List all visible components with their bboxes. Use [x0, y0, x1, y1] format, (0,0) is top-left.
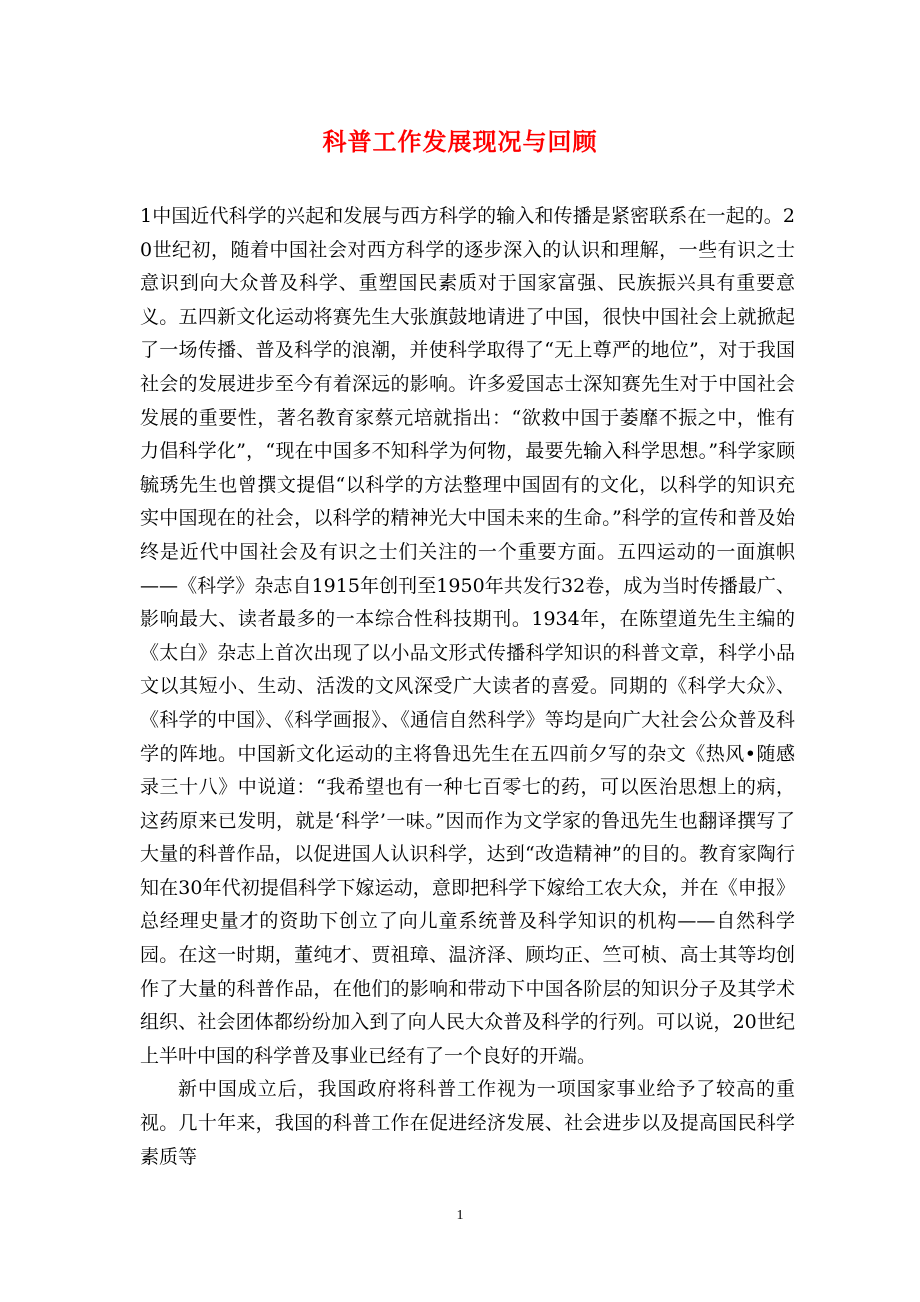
paragraph-1: 1中国近代科学的兴起和发展与西方科学的输入和传播是紧密联系在一起的。20世纪初，随着中国社会对西方科学的逐步深入的认识和理解，一些有识之士意识到向大众普及科学、重塑国民素质对于国家富强、民族振兴具有重要意义。五四新文化运动将赛先生大张旗鼓地请进了中国，很快中国社会上就掀起了一场传播、普及科学的浪潮，并使科学取得了“无上尊严的地位”，对于我国社会的发展进步至今有着深远的影响。许多爱国志士深知赛先生对于中国社会发展的重要性，著名教育家蔡元培就指出：“欲救中国于萎靡不振之中，惟有力倡科学化”，“现在中国多不知科学为何物，最要先输入科学思想。”科学家顾毓琇先生也曾撰文提倡“以科学的方法整理中国固有的文化，以科学的知识充实中国现在的社会，以科学的精神光大中国未来的生命。”科学的宣传和普及始终是近代中国社会及有识之士们关注的一个重要方面。五四运动的一面旗帜——《科学》杂志自1915年创刊至1950年共发行32卷，成为当时传播最广、影响最大、读者最多的一本综合性科技期刊。1934年，在陈望道先生主编的《太白》杂志上首次出现了以小品文形式传播科学知识的科普文章，科学小品文以其短小、生动、活泼的文风深受广大读者的喜爱。同期的《科学大众》、《科学的中国》、《科学画报》、《通信自然科学》等均是向广大社会公众普及科学的阵地。中国新文化运动的主将鲁迅先生在五四前夕写的杂文《热风•随感录三十八》中说道：“我希望也有一种七百零七的药，可以医治思想上的病，这药原来已发明，就是‘科学’一味。”因而作为文学家的鲁迅先生也翻译撰写了大量的科普作品，以促进国人认识科学，达到“改造精神”的目的。教育家陶行知在30年代初提倡科学下嫁运动，意即把科学下嫁给工农大众，并在《申报》总经理史量才的资助下创立了向儿童系统普及科学知识的机构——自然科学园。在这一时期，董纯才、贾祖璋、温济泽、顾均正、竺可桢、高士其等均创作了大量的科普作品，在他们的影响和带动下中国各阶层的知识分子及其学术组织、社会团体都纷纷加入到了向人民大众普及科学的行列。可以说，20世纪上半叶中国的科学普及事业已经有了一个良好的开端。 — [140, 205, 795, 1067]
document-body — [140, 200, 795, 1174]
paragraph-2: 新中国成立后，我国政府将科普工作视为一项国家事业给予了较高的重视。几十年来，我国的科普工作在促进经济发展、社会进步以及提高国民科学素质等 — [140, 1078, 795, 1168]
page-number: 1 — [456, 1208, 464, 1223]
document-title: 科普工作发展现况与回顾 — [322, 127, 598, 156]
